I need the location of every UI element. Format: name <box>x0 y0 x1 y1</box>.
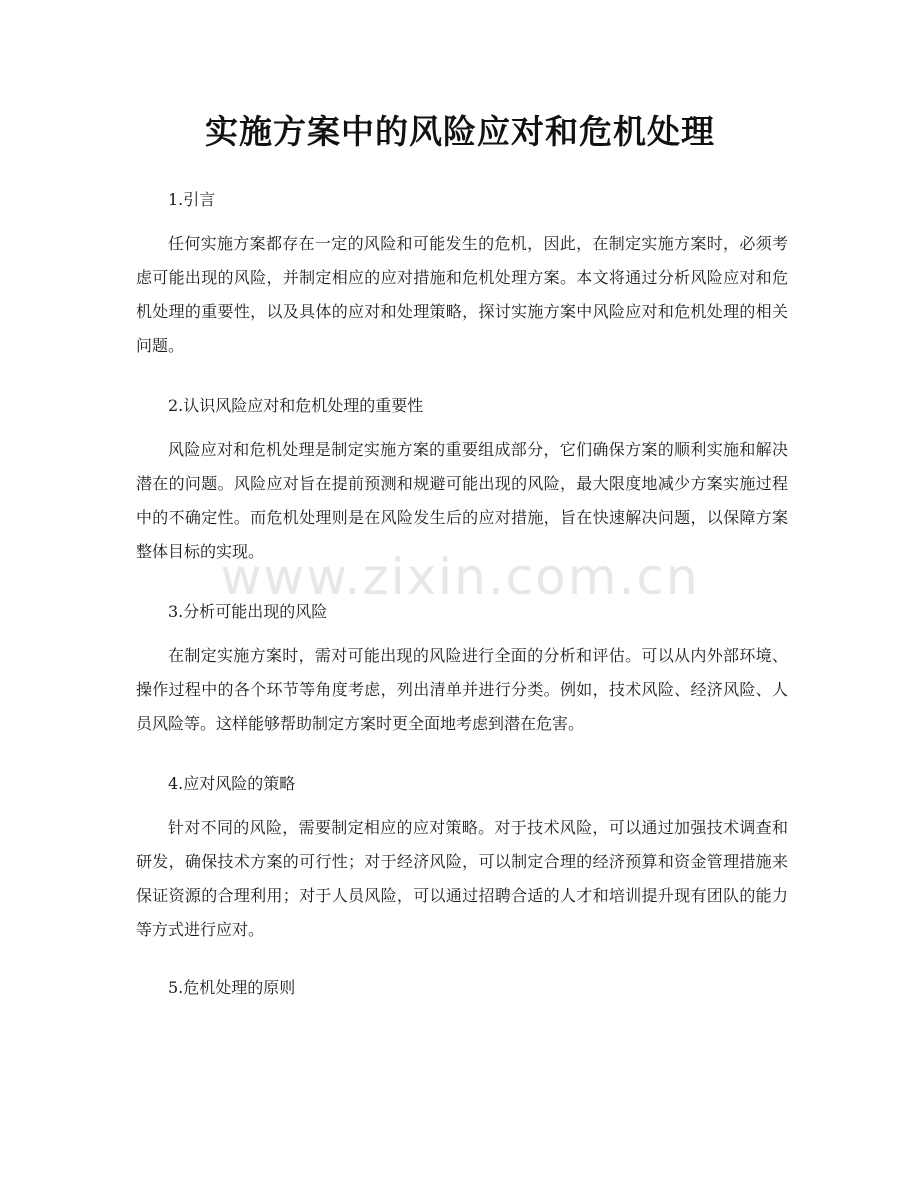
section-paragraph-2: 风险应对和危机处理是制定实施方案的重要组成部分，它们确保方案的顺利实施和解决潜在的问题。风险应对旨在提前预测和规避可能出现的风险，最大限度地减少方案实施过程中的不确定性。而危机处理则是在风险发生后的应对措施，旨在快速解决问题，以保障方案整体目标的实现。 <box>136 440 788 561</box>
section-heading-4: 4.应对风险的策略 <box>168 774 296 793</box>
watermark: www.zixin.com.cn <box>220 548 700 606</box>
section-heading-2: 2.认识风险应对和危机处理的重要性 <box>168 396 424 415</box>
section-heading-5: 5.危机处理的原则 <box>168 978 296 997</box>
document-title: 实施方案中的风险应对和危机处理 <box>205 112 715 151</box>
section-paragraph-4: 针对不同的风险，需要制定相应的应对策略。对于技术风险，可以通过加强技术调查和研发，确保技术方案的可行性；对于经济风险，可以制定合理的经济预算和资金管理措施来保证资源的合理利用；对于人员风险，可以通过招聘合适的人才和培训提升现有团队的能力等方式进行应对。 <box>136 818 788 939</box>
section-heading-3: 3.分析可能出现的风险 <box>168 602 328 621</box>
section-heading-1: 1.引言 <box>168 190 216 209</box>
section-paragraph-3: 在制定实施方案时，需对可能出现的风险进行全面的分析和评估。可以从内外部环境、操作过程中的各个环节等角度考虑，列出清单并进行分类。例如，技术风险、经济风险、人员风险等。这样能够帮助制定方案时更全面地考虑到潜在危害。 <box>136 646 788 733</box>
section-paragraph-1: 任何实施方案都存在一定的风险和可能发生的危机，因此，在制定实施方案时，必须考虑可能出现的风险，并制定相应的应对措施和危机处理方案。本文将通过分析风险应对和危机处理的重要性，以及具体的应对和处理策略，探讨实施方案中风险应对和危机处理的相关问题。 <box>136 234 788 355</box>
